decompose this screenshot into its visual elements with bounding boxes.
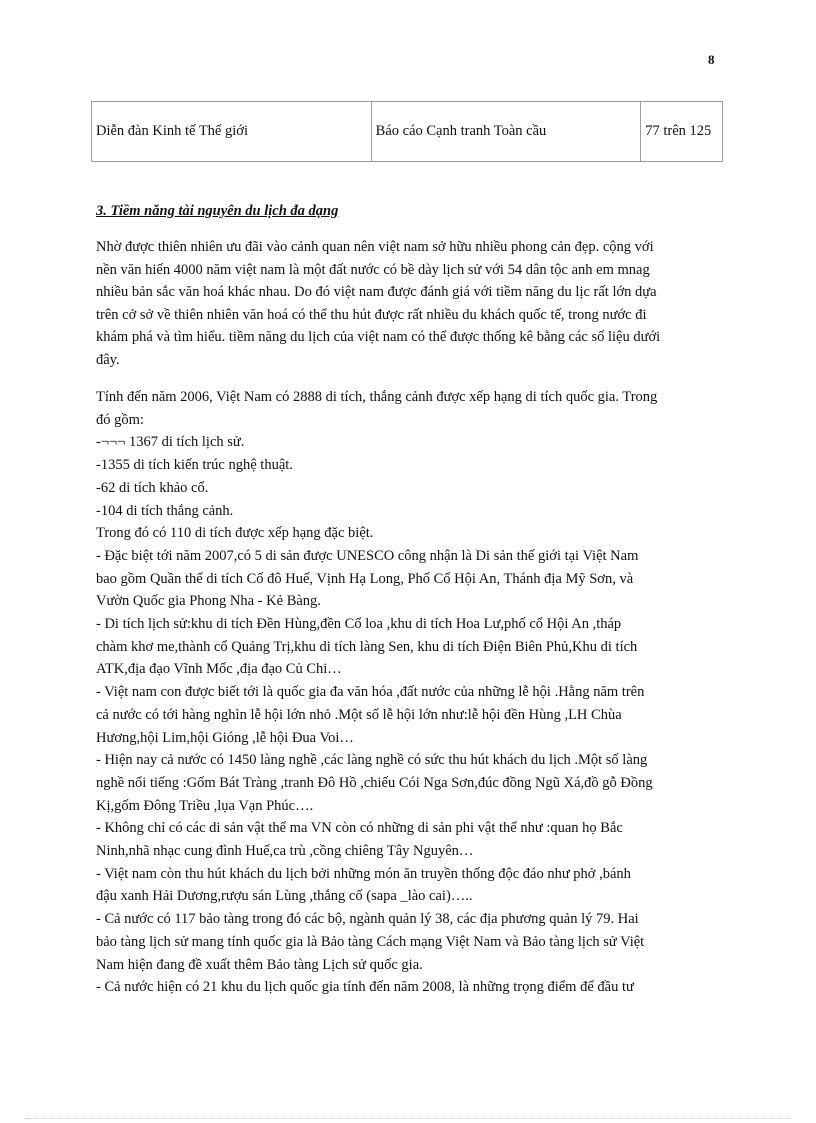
text-line: - Cả nước hiện có 21 khu du lịch quốc gia tính đến năm 2008, là những trọng điểm để đầu tư bbox=[96, 979, 634, 996]
text-line: trên cở sở về thiên nhiên văn hoá có thể thu hút được rất nhiều du khách quốc tế, trong nước đi bbox=[96, 306, 647, 323]
page-number: 8 bbox=[708, 52, 715, 67]
text-line: đó gồm: bbox=[96, 411, 144, 428]
list-item: -¬¬¬ 1367 di tích lịch sử. bbox=[96, 434, 245, 451]
list-item: -104 di tích thắng cảnh. bbox=[96, 502, 234, 519]
table-cell-organization: Diễn đàn Kinh tế Thế giới bbox=[92, 102, 372, 162]
table-cell-rank: 77 trên 125 bbox=[641, 102, 723, 162]
text-line: - Đặc biệt tới năm 2007,có 5 di sản được UNESCO công nhận là Di sản thế giới tại Việt Nam bbox=[96, 547, 639, 564]
text-line: - Việt nam con được biết tới là quốc gia đa văn hóa ,đất nước của những lễ hội .Hằng năm trên bbox=[96, 684, 645, 701]
text-line: Nam hiện đang đề xuất thêm Bảo tàng Lịch sử quốc gia. bbox=[96, 956, 423, 973]
text-line: khám phá và tìm hiểu. tiềm năng du lịch của việt nam có thể được thống kê bằng các số liệu dưới bbox=[96, 329, 661, 346]
text-line: ATK,địa đạo Vĩnh Mốc ,địa đạo Củ Chi… bbox=[96, 661, 342, 678]
table-cell-report: Báo cáo Cạnh tranh Toàn cầu bbox=[371, 102, 641, 162]
text-line: - Di tích lịch sử:khu di tích Đền Hùng,đền Cổ loa ,khu di tích Hoa Lư,phố cổ Hội An ,tháp bbox=[96, 616, 622, 633]
text-line: - Hiện nay cả nước có 1450 làng nghề ,các làng nghề có sức thu hút khách du lịch .Một số làng bbox=[96, 752, 648, 769]
text-line: Nhờ được thiên nhiên ưu đãi vào cảnh quan nên việt nam sở hữu nhiều phong cản đẹp. cộng với bbox=[96, 239, 654, 255]
text-line: chàm khơ me,thành cổ Quảng Trị,khu di tích làng Sen, khu di tích Điện Biên Phủ,Khu di tích bbox=[96, 638, 638, 655]
text-line: - Không chỉ có các di sản vật thể ma VN còn có những di sản phi vật thể như :quan họ Bắc bbox=[96, 820, 623, 837]
text-line: Hương,hội Lim,hội Gióng ,lễ hội Đua Voi… bbox=[96, 729, 354, 746]
text-line: - Cả nước có 117 bảo tàng trong đó các bộ, ngành quản lý 38, các địa phương quản lý 79. Hai bbox=[96, 911, 639, 928]
text-line: nghề nổi tiếng :Gốm Bát Tràng ,tranh Đô Hồ ,chiếu Cói Nga Sơn,đúc đồng Ngũ Xá,đồ gỗ Đồng bbox=[96, 774, 653, 791]
list-item: -62 di tích khảo cổ. bbox=[96, 479, 209, 496]
ranking-table bbox=[91, 101, 723, 162]
page-bottom-rule bbox=[24, 1118, 792, 1119]
text-line: Kị,gốm Đông Triều ,lụa Vạn Phúc…. bbox=[96, 797, 314, 814]
text-line: nền văn hiến 4000 năm việt nam là một đất nước có bề dày lịch sử với 54 dân tộc anh em mnag bbox=[96, 261, 650, 278]
text-line: Ninh,nhã nhạc cung đình Huế,ca trù ,cồng chiêng Tây Nguyên… bbox=[96, 843, 474, 860]
text-line: - Việt nam còn thu hút khách du lịch bởi những món ăn truyền thống độc đáo như phở ,bánh bbox=[96, 865, 631, 882]
table-row bbox=[92, 102, 723, 162]
text-line: đậu xanh Hải Dương,rượu sán Lùng ,thắng cố (sapa _lào cai)….. bbox=[96, 888, 473, 905]
statistics-body bbox=[96, 386, 726, 999]
list-item: -1355 di tích kiến trúc nghệ thuật. bbox=[96, 457, 293, 474]
text-line: nhiều bản sắc văn hoá khác nhau. Do đó việt nam được đánh giá với tiềm năng du lịc rất lớn dựa bbox=[96, 284, 657, 301]
text-line: Tính đến năm 2006, Việt Nam có 2888 di tích, thắng cảnh được xếp hạng di tích quốc gia. Trong bbox=[96, 389, 658, 405]
text-line: bảo tàng lịch sử mang tính quốc gia là Bảo tàng Cách mạng Việt Nam và Bảo tàng lịch sử Việt bbox=[96, 933, 645, 950]
text-line: cả nước có tới hàng nghìn lễ hội lớn nhỏ .Một số lễ hội lớn như:lễ hội đền Hùng ,LH Chùa bbox=[96, 706, 622, 723]
intro-paragraph bbox=[96, 236, 726, 372]
text-line: Vườn Quốc gia Phong Nha - Kẻ Bàng. bbox=[96, 593, 321, 610]
text-line: bao gồm Quần thể di tích Cố đô Huế, Vịnh Hạ Long, Phố Cổ Hội An, Thánh địa Mỹ Sơn, và bbox=[96, 570, 634, 587]
text-line: Trong đó có 110 di tích được xếp hạng đặc biệt. bbox=[96, 525, 374, 542]
section-heading: 3. Tiềm năng tài nguyên du lịch đa dạng bbox=[96, 203, 339, 219]
text-line: đây. bbox=[96, 351, 120, 368]
